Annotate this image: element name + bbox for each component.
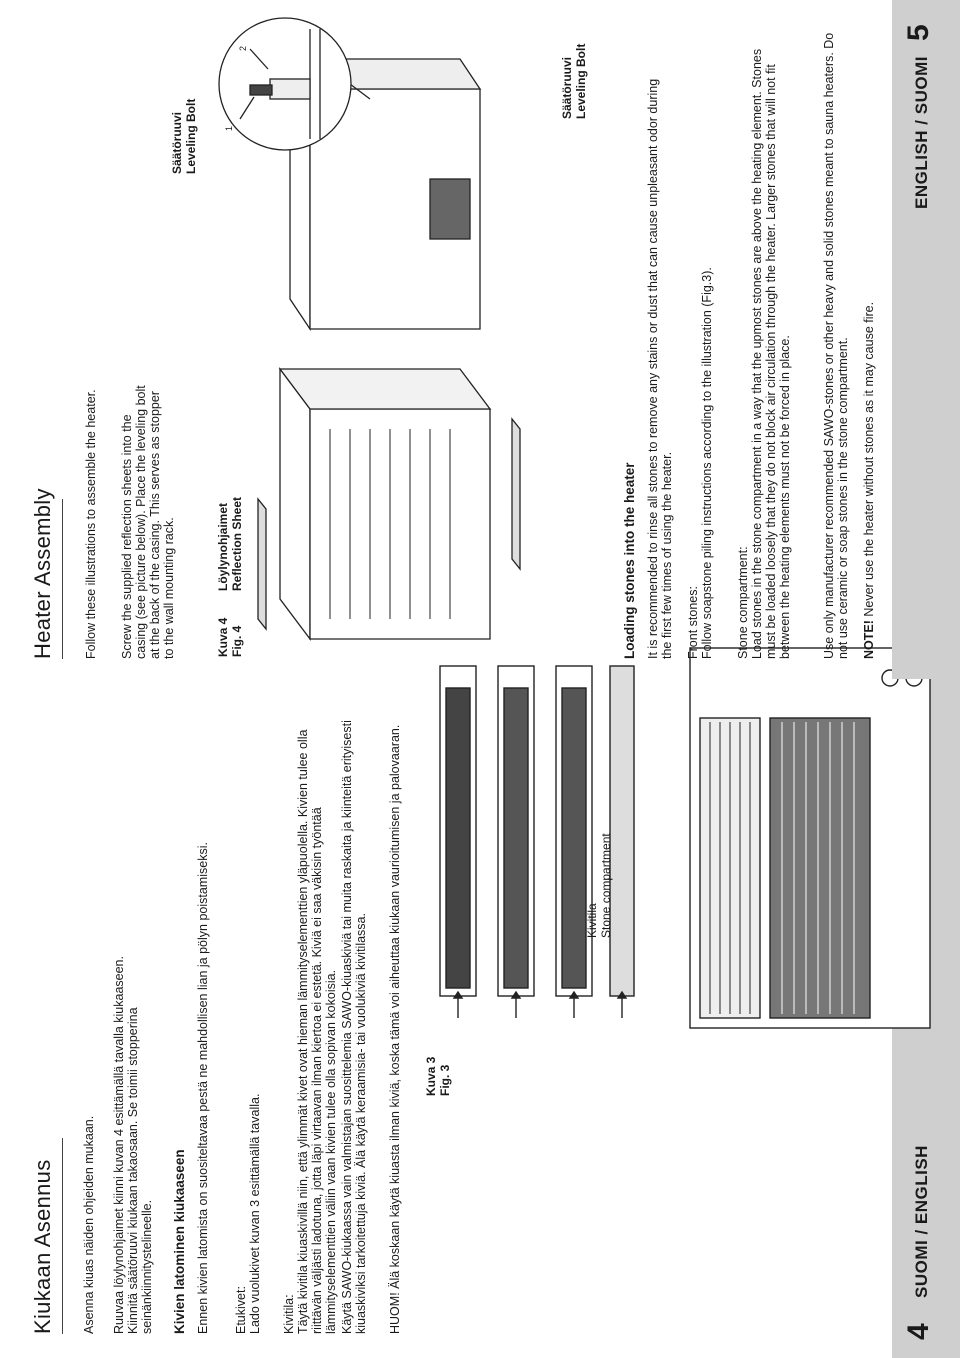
compartment-en: Stone compartment bbox=[599, 833, 613, 938]
bolt-fi-bottom: Säätöruuvi bbox=[560, 56, 574, 119]
para2-left: Ennen kivien latomista on suositeltavaa pestä ne mahdollisen lian ja pölyn poistamiseksi. bbox=[196, 842, 210, 1334]
bolt-zoom bbox=[210, 9, 360, 159]
note-text: Never use the heater without stones as it may cause fire. bbox=[862, 301, 876, 621]
fig3-label-en: Fig. 3 bbox=[438, 1064, 452, 1096]
title-rule-right bbox=[62, 499, 63, 659]
page-number-left: 4 bbox=[902, 1323, 935, 1340]
left-page bbox=[0, 679, 960, 1358]
fig3-illustration bbox=[420, 638, 940, 1058]
space-text2-left: Käytä SAWO-kiukaassa vain valmistajan suosittelemia SAWO-kiuaskiviä tai muita raskaita ja kiinteitä erityisesti kiuaskiviksi tarkoitettuja kiviä. Älä käytä keraamisia- tai vuolukiviä kivitilassa. bbox=[340, 720, 368, 1334]
callout-2: 2 bbox=[238, 45, 248, 51]
warning-left: HUOM! Älä koskaan käytä kiuasta ilman kiviä, koska tämä voi aiheuttaa kiukaan vaurioitumisen ja palovaaran. bbox=[388, 724, 402, 1334]
compartment-fi: Kivitila bbox=[585, 903, 599, 938]
band-label-left: SUOMI / ENGLISH bbox=[912, 1145, 931, 1298]
front-label-left: Etukivet: bbox=[234, 1286, 248, 1334]
comp-text-right: Load stones in the stone compartment in a way that the upmost stones are above the heating element. Stones must be loaded loosely that they do not block air circulation through the heater. Larger stones that will not fit between the heating elements must not be forced in place. bbox=[750, 48, 792, 659]
bolt-en-top: Leveling Bolt bbox=[184, 98, 198, 174]
space-label-left: Kivitila: bbox=[282, 1294, 296, 1334]
para1-left: Ruuvaa löylynohjaimet kiinni kuvan 4 esittämällä tavalla kiukaaseen. Kiinnitä säätöruuvi kiukaan takaosaan. Se toimii stopperina seinänkiinnitystelineelle. bbox=[112, 956, 154, 1334]
soapstone-row-1 bbox=[440, 666, 476, 996]
heater-casing bbox=[280, 369, 490, 639]
note-label: NOTE! bbox=[862, 620, 876, 659]
reflection-fi: Löylynohjaimet bbox=[216, 502, 230, 591]
bolt-label-top bbox=[170, 99, 198, 174]
page-number-right: 5 bbox=[902, 24, 935, 41]
bolt-fi-top: Säätöruuvi bbox=[170, 111, 184, 174]
fig4-label bbox=[216, 618, 244, 657]
heater-front bbox=[690, 648, 930, 1028]
bolt-label-bottom bbox=[560, 44, 588, 119]
comp-label-right: Stone compartment: bbox=[736, 546, 750, 659]
page-title-left: Kiukaan Asennus bbox=[30, 1159, 55, 1334]
front-text-right: Follow soapstone piling instructions according to the illustration (Fig.3). bbox=[700, 267, 714, 659]
front-label-right: Front stones: bbox=[686, 586, 700, 659]
fig3-label-fi: Kuva 3 bbox=[424, 1056, 438, 1096]
para3-right: Use only manufacturer recommended SAWO-stones or other heavy and solid stones meant to sauna heaters. Do not use ceramic or soap stones in the stone compartment. bbox=[822, 32, 850, 659]
space-text1-left: Täytä kivitila kiuaskivillä niin, että ylimmät kivet ovat hieman lämmityselementtien yläpuolella. Kivien tulee olla riittävän väljästi ladotuna, jotta läpi virtaavan ilman kiertoa ei estetä. Kiviä ei saa väkisin työntää lämmityselementtien väliin vaan kivien tulee olla sopivan kokoisia. bbox=[296, 729, 338, 1334]
subheading-right: Loading stones into the heater bbox=[622, 462, 637, 659]
note-right bbox=[862, 19, 876, 659]
subheading-left: Kivien latominen kiukaaseen bbox=[172, 1149, 187, 1334]
title-rule-left bbox=[62, 1138, 63, 1334]
soapstone-top-bar bbox=[610, 666, 634, 996]
para1-right: Screw the supplied reflection sheets into the casing (see picture below). Place the leveling bolt at the back of the casing. This serves as stopper to the wall mounting rack. bbox=[120, 385, 176, 659]
front-text-left: Lado vuolukivet kuvan 3 esittämällä tavalla. bbox=[248, 1093, 262, 1334]
compartment-label-left bbox=[585, 833, 613, 938]
fig4-label-en: Fig. 4 bbox=[230, 625, 244, 657]
soapstone-row-3 bbox=[556, 666, 592, 996]
soapstone-row-2 bbox=[498, 666, 534, 996]
bolt-en-bottom: Leveling Bolt bbox=[574, 43, 588, 119]
reflection-en: Reflection Sheet bbox=[230, 496, 244, 591]
reflection-label bbox=[216, 497, 244, 591]
reflection-sheet-1 bbox=[258, 499, 266, 629]
reflection-sheet-2 bbox=[512, 419, 520, 569]
band-label-right: ENGLISH / SUOMI bbox=[912, 56, 931, 209]
page-title-right: Heater Assembly bbox=[30, 488, 55, 659]
fig3-label bbox=[424, 1057, 452, 1096]
callout-1: 1 bbox=[224, 125, 234, 131]
para2-right: It is recommended to rinse all stones to remove any stains or dust that can cause unpleasant odor during the first few times of using the heater. bbox=[646, 78, 674, 659]
fig4-label-fi: Kuva 4 bbox=[216, 617, 230, 657]
intro-right: Follow these illustrations to assemble the heater. bbox=[84, 389, 98, 659]
intro-left: Asenna kiuas näiden ohjeiden mukaan. bbox=[82, 1115, 96, 1334]
